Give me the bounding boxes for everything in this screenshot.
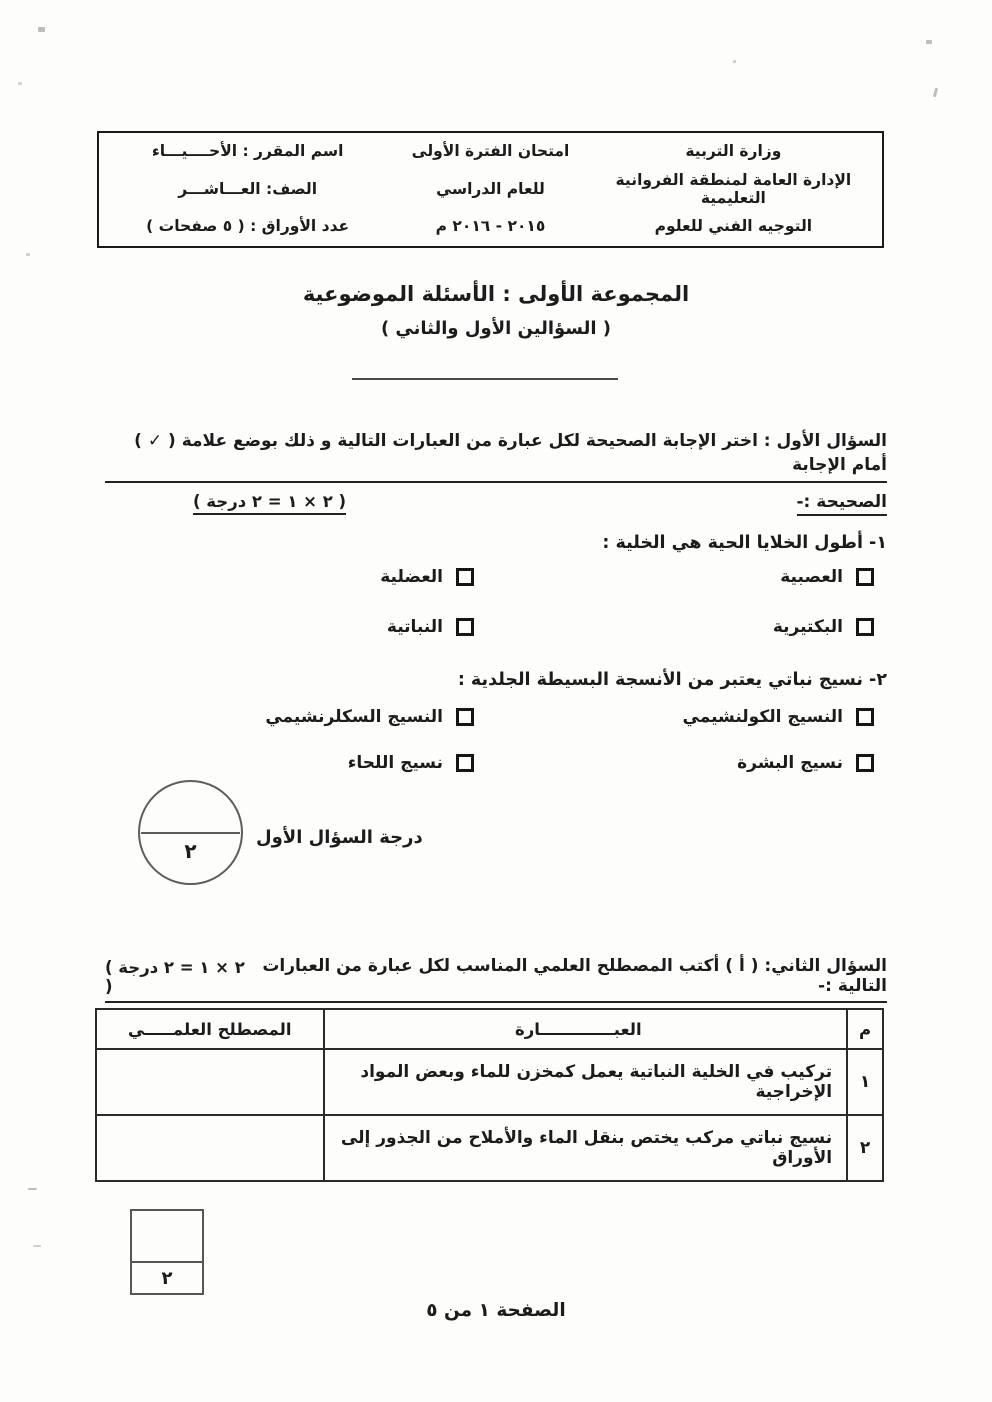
answer-checkbox[interactable] [456,708,474,726]
option-bacterial-cell [474,613,874,641]
answer-checkbox[interactable] [456,754,474,772]
scan-artifact [38,27,45,32]
question1-instruction: السؤال الأول : اختر الإجابة الصحيحة لكل عبارة من العبارات التالية و ذلك بوضع علامة ( ✓ ) أمام الإجابة [105,430,887,483]
technical-guidance-name: التوجيه الفني للعلوم [654,217,813,236]
question2-score-value: ٢ [161,1267,173,1289]
scan-artifact [26,253,30,256]
option-plant-cell [118,613,474,641]
answer-checkbox[interactable] [456,618,474,636]
answer-checkbox[interactable] [856,568,874,586]
question2-heading [105,956,887,1003]
option-epidermis [474,749,874,777]
answer-checkbox[interactable] [856,708,874,726]
row-term-answer-cell[interactable] [96,1049,324,1115]
option-label: البكتيرية [772,617,843,637]
education-area-name: الإدارة العامة لمنطقة الفروانية التعليمية [615,170,852,207]
question1-instruction-line2 [105,492,887,516]
section-subtitle: ( السؤالين الأول والثاني ) [380,318,612,339]
header-exam-column [390,143,590,236]
header-course-column [105,143,390,236]
option-label: نسيج اللحاء [347,753,443,773]
option-label: العصبية [780,567,843,587]
exam-period-label: امتحان الفترة الأولى [411,142,570,160]
table-header-row [96,1009,883,1049]
academic-year-label: للعام الدراسي [436,179,545,198]
question1-score-circle [138,780,243,885]
question2-marks: ( ٢ × ١ = ٢ درجة ) [105,958,245,996]
row-number: ٢ [847,1115,883,1181]
scan-artifact [18,82,22,85]
question1-heading [105,430,887,516]
question1-item1-options [118,563,874,641]
question1-item2-text: ٢- نسيج نباتي يعتبر من الأنسجة البسيطة الجلدية : [457,670,887,690]
grade-label: الصف: العـــاشـــر [178,179,318,198]
ministry-name: وزارة التربية [685,142,782,160]
row-term-answer-cell[interactable] [96,1115,324,1181]
header-number-column: م [847,1009,883,1049]
scan-artifact [926,40,932,44]
question1-item2-options [118,703,874,777]
option-sclerenchyma [118,703,474,731]
table-row [96,1049,883,1115]
page-number: الصفحة ١ من ٥ [426,1300,566,1321]
score-box-empty-half [132,1211,202,1263]
question1-score-label: درجة السؤال الأول [256,827,423,848]
header-statement-column: العبـــــــــــــارة [324,1009,848,1049]
answer-checkbox[interactable] [456,568,474,586]
header-authority-column [591,143,876,236]
row-statement: نسيج نباتي مركب يختص بنقل الماء والأملاح من الجذور إلى الأوراق [324,1115,848,1181]
option-label: النباتية [386,617,443,637]
section-title: المجموعة الأولى : الأسئلة الموضوعية [302,282,690,306]
scan-artifact [33,1245,41,1247]
question1-score-value: ٢ [184,839,197,863]
scan-artifact [933,88,938,97]
option-label: نسيج البشرة [737,753,843,773]
question1-item1-text: ١- أطول الخلايا الحية هي الخلية : [602,533,887,553]
question1-marks: ( ٢ × ١ = ٢ درجة ) [193,492,346,515]
answer-checkbox[interactable] [856,618,874,636]
row-statement: تركيب في الخلية النباتية يعمل كمخزن للماء وبعض المواد الإخراجية [324,1049,848,1115]
answer-checkbox[interactable] [856,754,874,772]
question2-instruction: السؤال الثاني: ( أ ) أكتب المصطلح العلمي المناسب لكل عبارة من العبارات التالية :- [262,956,887,996]
scientific-term-table [95,1008,884,1182]
table-row [96,1115,883,1181]
option-label: النسيج الكولنشيمي [682,707,843,727]
option-nerve-cell [474,563,874,591]
row-number: ١ [847,1049,883,1115]
pages-count-label: عدد الأوراق : ( ٥ صفحات ) [146,217,350,236]
option-label: العضلية [380,567,443,587]
option-muscle-cell [118,563,474,591]
score-circle-divider [141,832,240,834]
question2-score-box [130,1209,204,1295]
option-collenchyma [474,703,874,731]
title-divider [352,378,618,380]
scan-artifact [733,60,736,63]
scan-artifact [28,1188,37,1190]
option-phloem [118,749,474,777]
exam-header-box [97,131,884,248]
section-title-block [0,282,992,339]
header-term-column: المصطلح العلمـــــي [96,1009,324,1049]
question1-instruction-tail: الصحيحة :- [797,492,888,516]
option-label: النسيج السكلرنشيمي [265,707,443,727]
course-name-label: اسم المقرر : الأحــــيـــاء [151,142,344,160]
academic-year-value: ٢٠١٥ - ٢٠١٦ م [435,217,546,236]
